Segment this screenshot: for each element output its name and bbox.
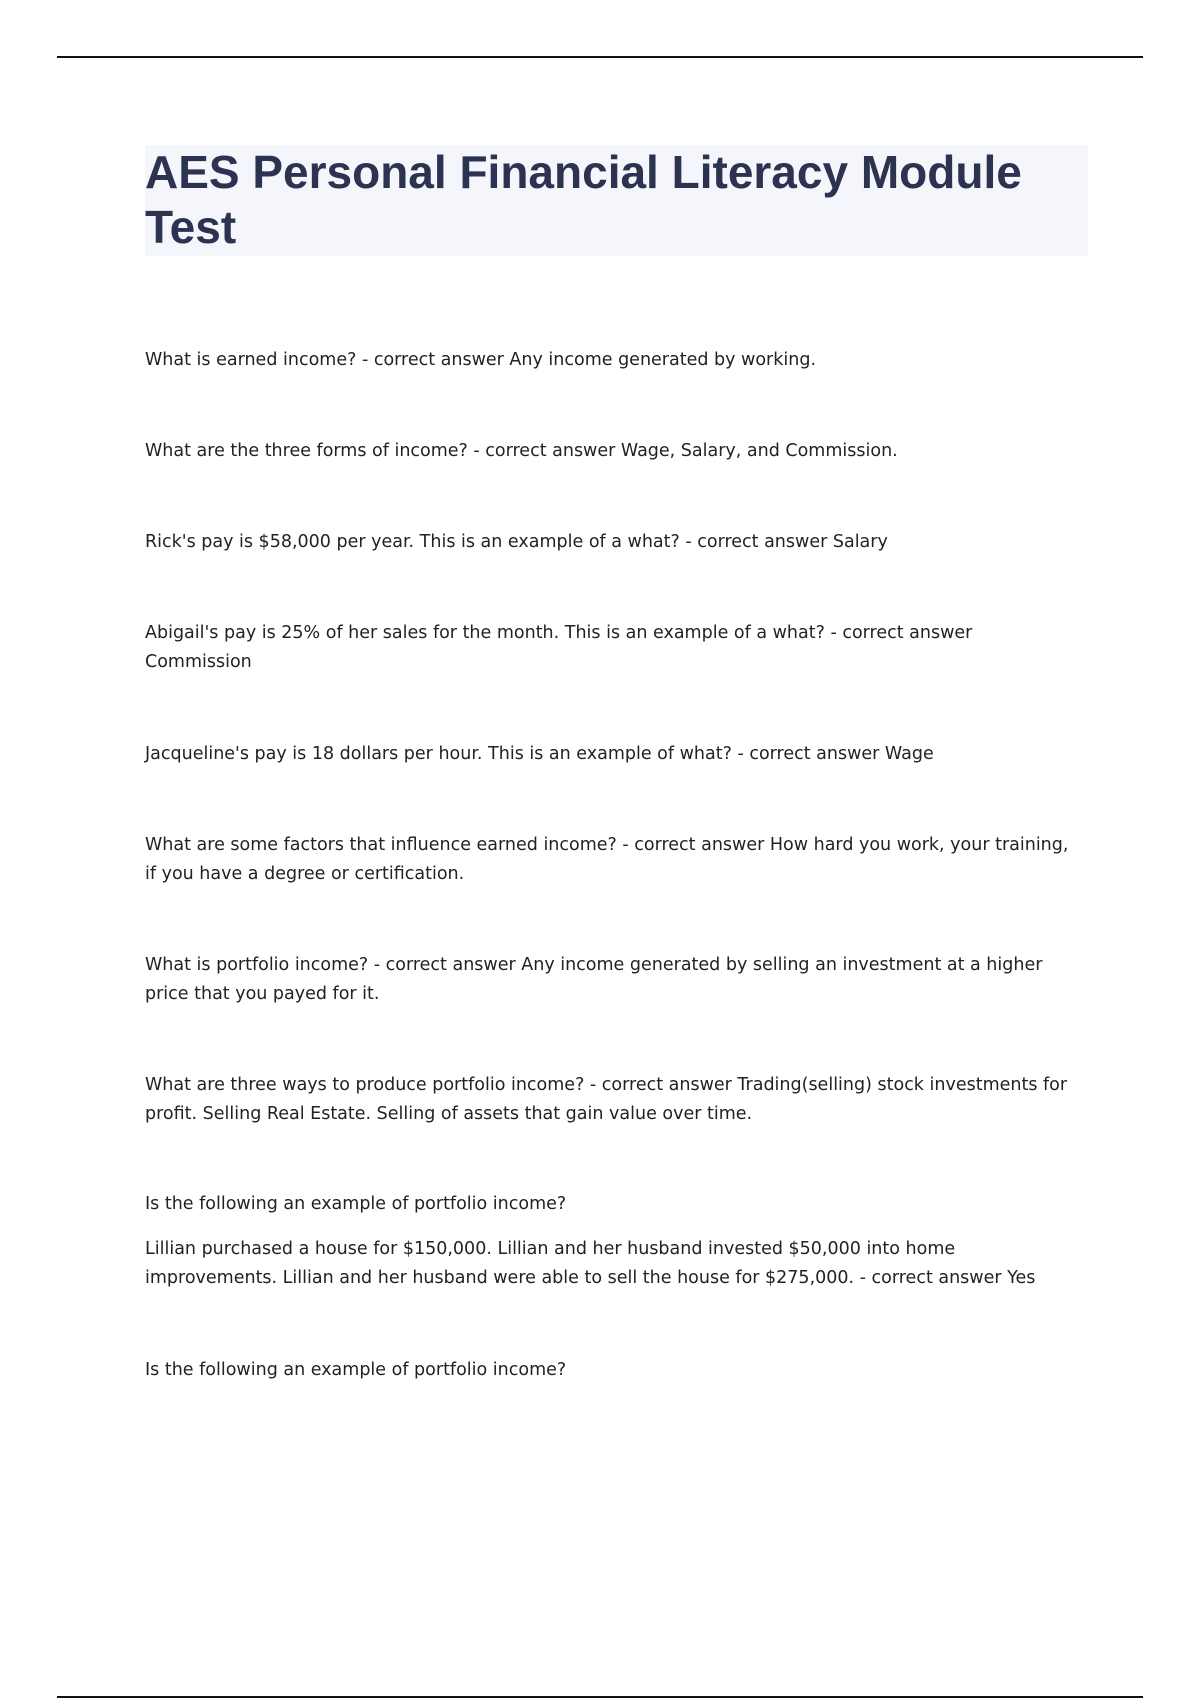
qa-item-6 <box>145 831 1075 889</box>
qa-item-9 <box>145 1190 1075 1293</box>
qa-item-5 <box>145 740 1075 769</box>
qa-item-1 <box>145 346 1075 375</box>
qa-text: What is earned income? - correct answer Any income generated by working. <box>145 350 817 370</box>
qa-item-10 <box>145 1356 1075 1385</box>
qa-text: What are some factors that influence earned income? - correct answer How hard you work, your training, if you have a degree or certification. <box>145 835 1069 884</box>
top-divider <box>57 56 1143 58</box>
qa-text: Jacqueline's pay is 18 dollars per hour. This is an example of what? - correct answer Wage <box>145 744 934 764</box>
qa-text: Rick's pay is $58,000 per year. This is an example of a what? - correct answer Salary <box>145 532 888 552</box>
qa-detail: Lillian purchased a house for $150,000. Lillian and her husband invested $50,000 into home improvements. Lillian and her husband were able to sell the house for $275,000. - correct answer Yes <box>145 1239 1036 1288</box>
qa-text: Is the following an example of portfolio income? <box>145 1360 567 1380</box>
qa-text: What are the three forms of income? - correct answer Wage, Salary, and Commission. <box>145 441 898 461</box>
qa-text: Abigail's pay is 25% of her sales for the month. This is an example of a what? - correct answer Commission <box>145 623 973 672</box>
qa-text: What are three ways to produce portfolio income? - correct answer Trading(selling) stock investments for profit. Selling Real Estate. Selling of assets that gain value over time. <box>145 1075 1068 1124</box>
qa-text: What is portfolio income? - correct answer Any income generated by selling an investment at a higher price that you payed for it. <box>145 955 1043 1004</box>
bottom-divider <box>57 1696 1143 1698</box>
qa-item-7 <box>145 951 1075 1009</box>
page-title: AES Personal Financial Literacy Module Test <box>145 146 1022 253</box>
qa-item-8 <box>145 1071 1075 1129</box>
qa-text: Is the following an example of portfolio income? <box>145 1194 567 1214</box>
qa-item-3 <box>145 528 1075 557</box>
title-banner <box>145 145 1088 256</box>
qa-item-2 <box>145 437 1075 466</box>
qa-item-4 <box>145 619 1075 677</box>
